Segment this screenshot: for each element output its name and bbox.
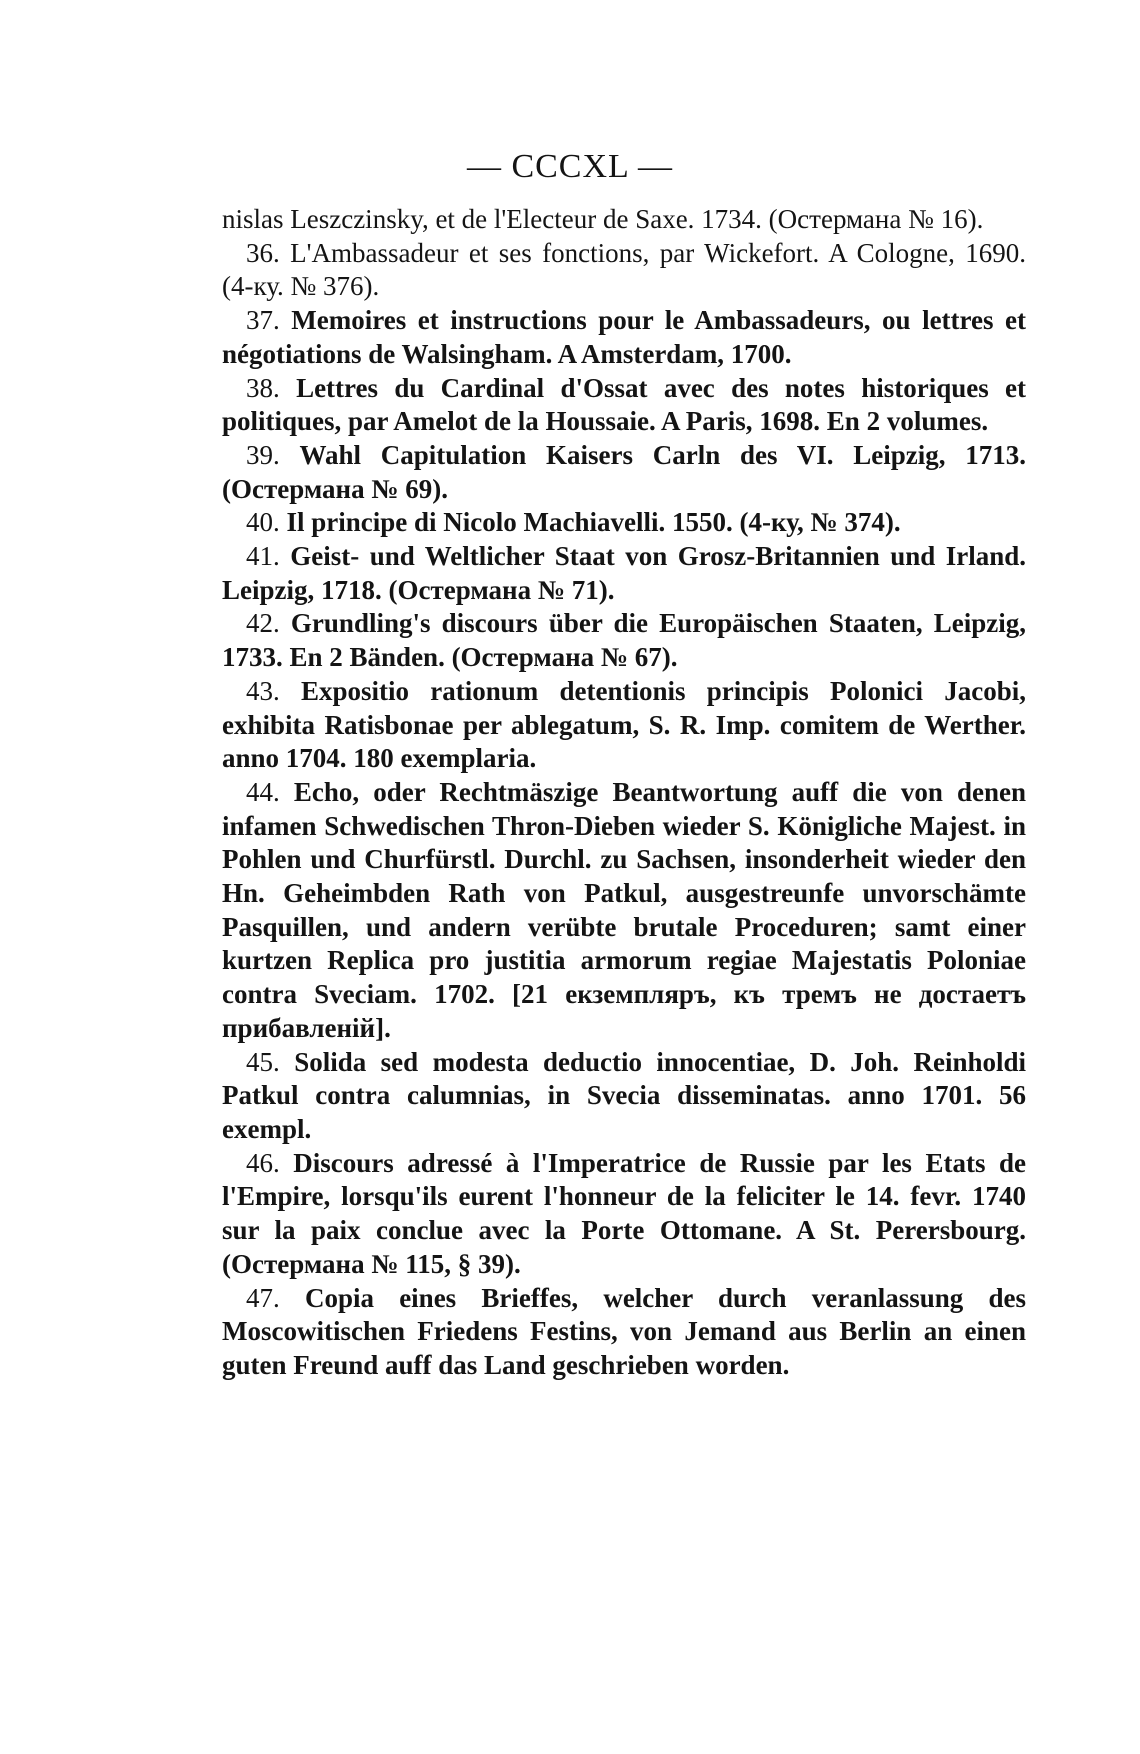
entry-text: nislas Leszczinsky, et de l'Electeur de Saxe. 1734. (Остермана № 16). — [222, 204, 984, 234]
entry-text: Geist- und Weltlicher Staat von Grosz-Britannien und Irland. Leipzig, 1718. (Остермана № 71). — [222, 541, 1027, 605]
entry-text: Il principe di Nicolo Machiavelli. 1550. (4-ку, № 374). — [286, 507, 901, 538]
entry-text: Echo, oder Rechtmäszige Beantwortung auff die von denen infamen Schwedischen Thron-Dieben wieder S. Königliche Majest. in Pohlen und Churfürstl. Durchl. zu Sachsen, insonderheit wieder den Hn. Geheimbden Rath von Patkul, ausgestreunfe unvorschämte Pasquillen, und andern verübte brutale Proceduren; samt einer kurtzen Replica pro justitia armorum regiae Majestatis Poloniae contra Sveciam. 1702. [21 екземпляръ, къ тремъ не достаетъ прибавленій]. — [222, 776, 1027, 1043]
catalog-entry — [222, 1147, 1026, 1282]
entry-number: 45. — [246, 1046, 280, 1077]
catalog-entry — [222, 237, 1026, 304]
catalog-entry — [222, 776, 1026, 1046]
entry-text: Solida sed modesta deductio innocentiae, D. Joh. Reinholdi Patkul contra calumnias, in Svecia disseminatas. anno 1701. 56 exempl. — [222, 1046, 1027, 1144]
entry-number: 44. — [246, 776, 280, 807]
entry-number: 41. — [246, 541, 280, 572]
catalog-text — [222, 203, 1026, 1383]
entry-number: 46. — [246, 1147, 280, 1178]
entry-number: 42. — [246, 608, 280, 639]
catalog-entry — [222, 1282, 1026, 1383]
entry-number: 38. — [246, 372, 280, 403]
catalog-entry — [222, 607, 1026, 674]
entry-text: Memoires et instructions pour le Ambassadeurs, ou lettres et négotiations de Walsingham. A Amsterdam, 1700. — [222, 305, 1027, 369]
entry-number: 40. — [246, 507, 280, 538]
catalog-entry — [222, 304, 1026, 371]
entry-number: 43. — [246, 675, 280, 706]
entry-text: Discours adressé à l'Imperatrice de Russie par les Etats de l'Empire, lorsqu'ils eurent l'honneur de la feliciter le 14. fevr. 1740 sur la paix conclue avec la Porte Ottomane. A St. Perersbourg. (Остермана № 115, § 39). — [222, 1147, 1026, 1279]
catalog-entry — [222, 439, 1026, 506]
entry-text: Wahl Capitulation Kaisers Carln des VI. Leipzig, 1713. (Остермана № 69). — [222, 439, 1026, 504]
entry-number: 39. — [246, 439, 280, 470]
entry-text: Copia eines Brieffes, welcher durch veranlassung des Moscowitischen Friedens Festins, von Jemand aus Berlin an einen guten Freund auff das Land geschrieben worden. — [222, 1282, 1026, 1380]
page-number-header: — CCCXL — — [466, 148, 674, 185]
entry-text: Grundling's discours über die Europäischen Staaten, Leipzig, 1733. En 2 Bänden. (Остермана № 67). — [222, 608, 1027, 673]
entry-text: Lettres du Cardinal d'Ossat avec des notes historiques et politiques, par Amelot de la Houssaie. A Paris, 1698. En 2 volumes. — [222, 372, 1027, 437]
catalog-entry — [222, 506, 1026, 540]
catalog-entry — [222, 540, 1026, 607]
catalog-entry — [222, 372, 1026, 439]
entry-number: 37. — [246, 305, 280, 336]
catalog-entry — [222, 675, 1026, 776]
entry-text: L'Ambassadeur et ses fonctions, par Wickefort. A Cologne, 1690. (4-ку. № 376). — [222, 237, 1027, 302]
entry-number: 47. — [246, 1282, 280, 1313]
entry-text: Expositio rationum detentionis principis Polonici Jacobi, exhibita Ratisbonae per ablegatum, S. R. Imp. comitem de Werther. anno 1704. 180 exemplaria. — [222, 675, 1027, 774]
entry-number: 36. — [246, 237, 280, 268]
catalog-entry — [222, 1046, 1026, 1147]
catalog-entry — [222, 203, 1026, 237]
